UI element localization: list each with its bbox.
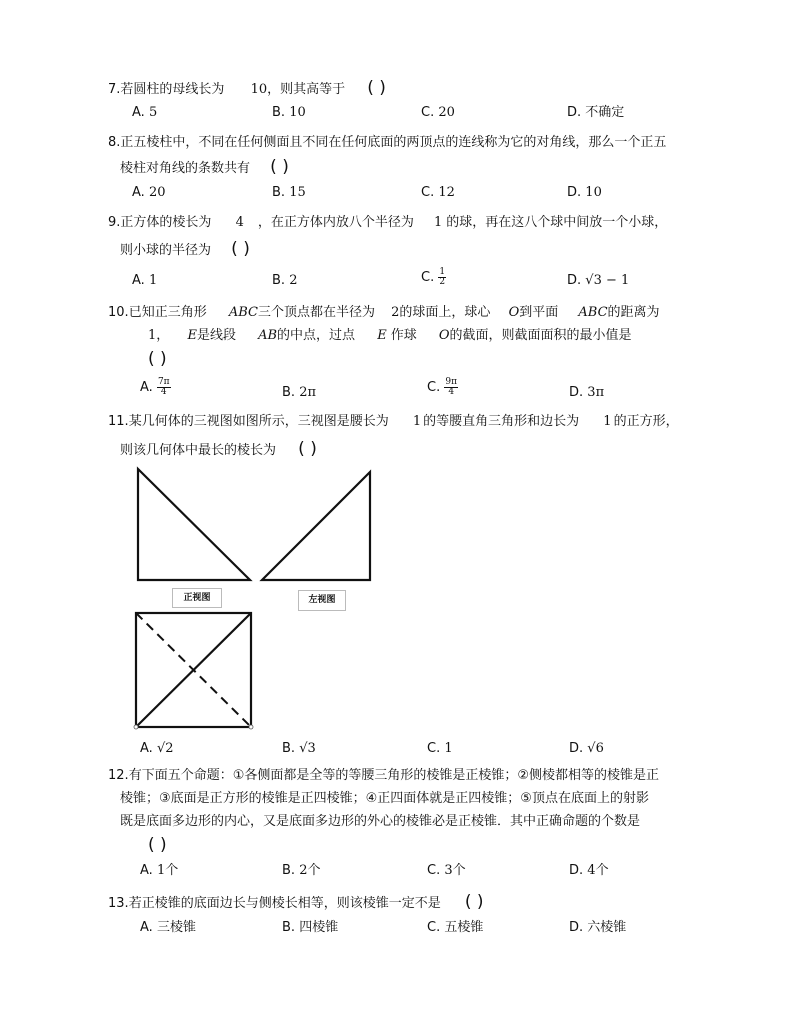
q11-stem-line1: 11.某几何体的三视图如图所示，三视图是腰长为 1 的等腰直角三角形和边长为 1 的正方形，	[108, 414, 679, 429]
q12-stem-line1: 12.有下面五个命题：①各侧面都是全等的等腰三角形的棱锥是正棱锥；②侧棱都相等的棱锥是正	[108, 768, 659, 783]
q7-stem	[108, 79, 386, 99]
q9-option-d: D. √3 − 1	[567, 273, 630, 288]
q11-option-b: B. √3	[282, 741, 316, 756]
q13-option-a: A. 三棱锥	[140, 920, 196, 935]
q11-option-d: D. √6	[569, 741, 604, 756]
q10-option-c: C. $\frac{9\pi}{4}$	[427, 377, 458, 397]
q13-answer-paren: ( )	[464, 892, 484, 912]
q8-option-c: C. 12	[421, 185, 455, 200]
q7-text-a: 若圆柱的母线长为	[120, 82, 225, 97]
q9-stem-line2: 则小球的半径为 ( )	[120, 239, 250, 259]
q12-answer-paren: ( )	[148, 835, 167, 855]
q8-option-a: A. 20	[132, 185, 166, 200]
q12-stem-line2: 棱锥；③底面是正方形的棱锥是正四棱锥；④正四面体就是正四棱锥；⑤顶点在底面上的射影	[120, 791, 649, 806]
q7-option-d: D. 不确定	[567, 105, 625, 120]
q7-answer-paren: ( )	[367, 78, 386, 98]
q10-option-a: A. $\frac{7\pi}{4}$	[140, 377, 170, 397]
q13-option-c: C. 五棱锥	[427, 920, 484, 935]
q8-stem-line2: 棱柱对角线的条数共有 ( )	[120, 157, 289, 177]
q9-option-c: C. $\frac{1}{2}$	[421, 267, 446, 287]
q13-number: 13.	[108, 896, 129, 911]
q9-answer-paren: ( )	[231, 239, 250, 259]
q8-option-b: B. 15	[272, 185, 306, 200]
q12-stem-line3: 既是底面多边形的内心，又是底面多边形的外心的棱锥必是正棱锥．其中正确命题的个数是	[120, 814, 641, 829]
q12-option-b: B. 2个	[282, 863, 321, 878]
q8-stem-line1: 8.正五棱柱中，不同在任何侧面且不同在任何底面的两顶点的连线称为它的对角线，那么一个正五	[108, 135, 667, 150]
q11-option-a: A. √2	[140, 741, 174, 756]
side-view-triangle	[262, 472, 370, 580]
front-view-triangle	[138, 469, 250, 580]
q11-stem-line2: 则该几何体中最长的棱长为 ( )	[120, 439, 317, 459]
q10-option-b: B. 2π	[282, 385, 317, 400]
q10-number: 10.	[108, 305, 129, 320]
q13-option-b: B. 四棱锥	[282, 920, 339, 935]
q7-number: 7.	[108, 82, 121, 97]
q10-option-d: D. 3π	[569, 385, 605, 400]
q8-number: 8.	[108, 135, 121, 150]
q8-option-d: D. 10	[567, 185, 602, 200]
q12-number: 12.	[108, 768, 129, 783]
q12-option-d: D. 4个	[569, 863, 609, 878]
q8-answer-paren: ( )	[270, 157, 289, 177]
q12-option-a: A. 1个	[140, 863, 179, 878]
q11-option-c: C. 1	[427, 741, 453, 756]
front-view-caption: 正视图	[172, 588, 222, 608]
q10-answer-paren: ( )	[148, 349, 167, 369]
q7-option-a: A. 5	[132, 105, 158, 120]
q7-text-b: ，则其高等于	[267, 82, 346, 97]
top-view-square	[134, 613, 253, 729]
q9-option-a: A. 1	[132, 273, 158, 288]
q11-answer-paren: ( )	[298, 439, 317, 459]
q11-number: 11.	[108, 414, 129, 429]
q13-stem: 13.若正棱锥的底面边长与侧棱长相等，则该棱锥一定不是 ( )	[108, 892, 484, 912]
q10-stem-line2: 1， E是线段 AB的中点，过点 E 作球 O的截面，则截面面积的最小值是	[148, 328, 632, 343]
q10-stem-line1: 10.已知正三角形 ABC三个顶点都在半径为 2的球面上，球心 O到平面 ABC的距离为	[108, 305, 660, 320]
q9-option-b: B. 2	[272, 273, 298, 288]
q13-option-d: D. 六棱锥	[569, 920, 627, 935]
q9-stem-line1: 9.正方体的棱长为 4 ，在正方体内放八个半径为 1 的球，再在这八个球中间放一个小球，	[108, 215, 668, 230]
q7-value: 10	[250, 82, 268, 97]
q9-number: 9.	[108, 215, 121, 230]
q7-option-c: C. 20	[421, 105, 455, 120]
q12-option-c: C. 3个	[427, 863, 466, 878]
q7-option-b: B. 10	[272, 105, 306, 120]
side-view-caption: 左视图	[298, 590, 346, 611]
